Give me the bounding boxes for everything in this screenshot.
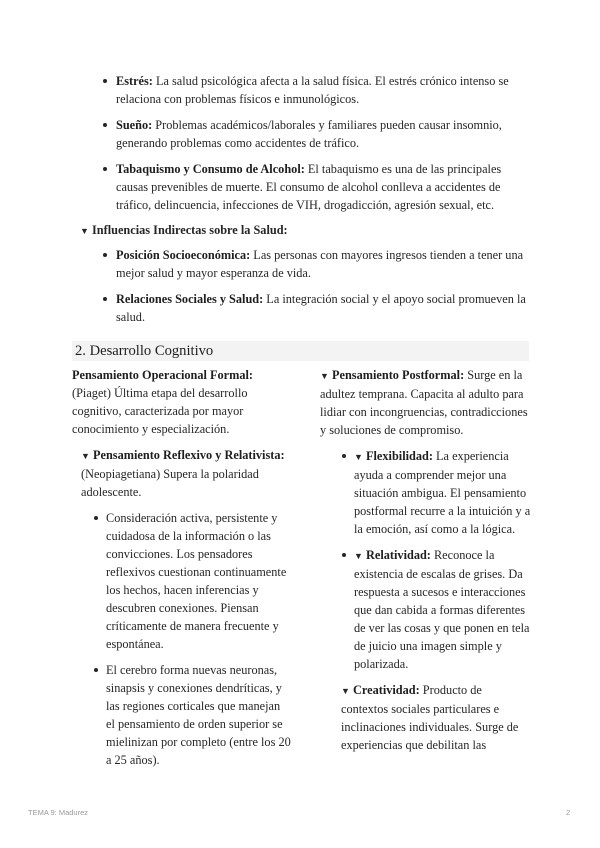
paragraph-text: (Piaget) Última etapa del desarrollo cognitivo, caracterizada por mayor conocimiento y especialización.	[72, 386, 248, 436]
bullet-text: Las personas con mayores ingresos tienden a tener una mejor salud y mayor esperanza de vida.	[116, 248, 524, 280]
bullet-text: Reconoce la existencia de escalas de grises. Da respuesta a sucesos e interacciones que dan cabida a formas diferentes de ver las cosas y que ponen en tela de juicio una imagen simple y polarizada.	[354, 548, 530, 671]
triangle-down-icon[interactable]: ▼	[80, 226, 89, 236]
indirect-influences-heading: Influencias Indirectas sobre la Salud:	[92, 223, 288, 237]
bullet-term: Relatividad:	[366, 548, 431, 562]
triangle-down-icon[interactable]: ▼	[320, 371, 329, 381]
bullet-text: La integración social y el apoyo social promueven la salud.	[116, 292, 526, 324]
triangle-down-icon[interactable]: ▼	[341, 686, 350, 696]
paragraph-term: Pensamiento Reflexivo y Relativista:	[93, 448, 285, 462]
footer-document-title: TEMA 9: Madurez	[28, 808, 89, 817]
paragraph-text: Surge en la adultez temprana. Capacita al adulto para lidiar con incongruencias, contradicciones y soluciones de compromiso.	[320, 368, 528, 437]
bullet-term: Estrés:	[116, 74, 153, 88]
list-item	[100, 116, 530, 152]
list-item: Consideración activa, persistente y cuidadosa de la información o las convicciones. Los pensadores reflexivos cuestionan continuamente los hechos, hacen inferencias y descubren conexiones. Piensan críticamente de manera frecuente y espontánea.	[72, 509, 292, 653]
bullet-text: La experiencia ayuda a comprender mejor una situación ambigua. El pensamiento postformal recurre a la intuición y a la emoción, así como a la lógica.	[354, 449, 531, 536]
bullet-text: La salud psicológica afecta a la salud física. El estrés crónico intenso se relaciona con problemas físicos e inmunológicos.	[116, 74, 509, 106]
creativity-toggle[interactable]	[320, 681, 532, 754]
paragraph-text: (Neopiagetiana) Supera la polaridad adolescente.	[81, 467, 259, 499]
list-item	[100, 246, 530, 282]
health-factors-list	[100, 72, 530, 222]
list-item: El cerebro forma nuevas neuronas, sinapsis y conexiones dendríticas, y las regiones corticales que manejan el pensamiento de orden superior se mielinizan por completo (entre los 20 a 25 años).	[72, 661, 292, 769]
reflexive-thinking-toggle[interactable]	[72, 446, 292, 501]
paragraph-term: Pensamiento Postformal:	[332, 368, 465, 382]
bullet-text: El tabaquismo es una de las principales causas prevenibles de muerte. El consumo de alcohol conlleva a accidentes de tráfico, delincuencia, infecciones de VIH, drogadicción, agresión sexual, etc.	[116, 162, 502, 212]
triangle-down-icon[interactable]: ▼	[354, 452, 363, 462]
left-column	[72, 366, 292, 777]
relativity-toggle-item[interactable]	[320, 546, 532, 673]
bullet-term: Tabaquismo y Consumo de Alcohol:	[116, 162, 305, 176]
flexibility-toggle-item[interactable]	[320, 447, 532, 538]
paragraph-text: Producto de contextos sociales particulares e inclinaciones individuales. Surge de experiencias que debilitan las	[341, 683, 519, 752]
operational-formal-paragraph	[72, 366, 292, 438]
list-item	[100, 72, 530, 108]
section-heading-bar	[72, 341, 529, 361]
paragraph-term: Creatividad:	[353, 683, 420, 697]
indirect-influences-toggle[interactable]	[80, 221, 530, 240]
triangle-down-icon[interactable]: ▼	[81, 451, 90, 461]
list-item	[100, 290, 530, 326]
bullet-term: Relaciones Sociales y Salud:	[116, 292, 264, 306]
bullet-text: Problemas académicos/laborales y familiares pueden causar insomnio, generando problemas como accidentes de tráfico.	[116, 118, 502, 150]
postformal-thinking-toggle[interactable]	[320, 366, 532, 439]
section-title: 2. Desarrollo Cognitivo	[75, 343, 214, 359]
right-column	[320, 366, 532, 762]
triangle-down-icon[interactable]: ▼	[354, 551, 363, 561]
list-item	[100, 160, 530, 214]
bullet-term: Posición Socioeconómica:	[116, 248, 251, 262]
page-number: 2	[566, 808, 571, 817]
indirect-influences-list	[100, 246, 530, 334]
bullet-term: Flexibilidad:	[366, 449, 433, 463]
paragraph-term: Pensamiento Operacional Formal:	[72, 368, 254, 382]
bullet-term: Sueño:	[116, 118, 153, 132]
